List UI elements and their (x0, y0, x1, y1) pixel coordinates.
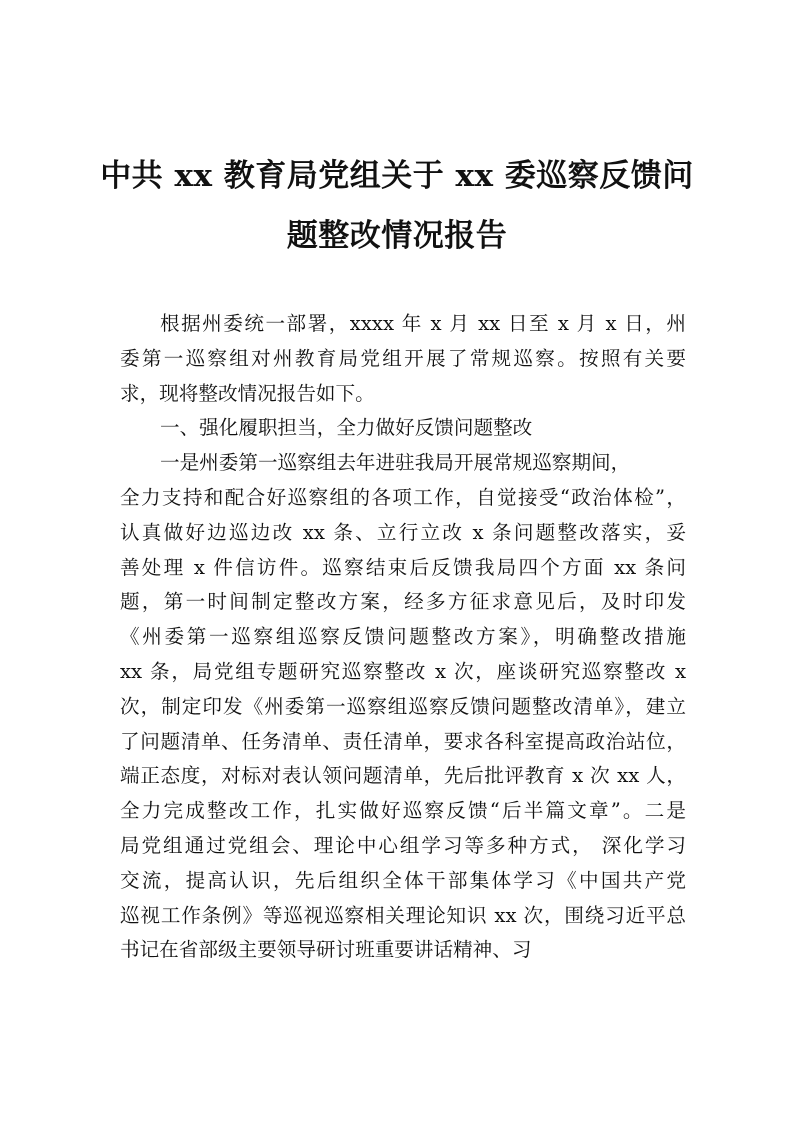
body-line: 了问题清单、任务清单、责任清单，要求各科室提高政治站位， (120, 729, 686, 753)
body-line: 巡视工作条例》等巡视巡察相关理论知识 xx 次，围绕习近平总 (120, 903, 686, 927)
document-title-line-2: 题整改情况报告 (286, 218, 508, 254)
body-line: 端正态度，对标对表认领问题清单，先后批评教育 x 次 xx 人， (120, 764, 686, 788)
body-line: 次，制定印发《州委第一巡察组巡察反馈问题整改清单》，建立 (120, 694, 686, 718)
body-line: 委第一巡察组对州教育局党组开展了常规巡察。按照有关要 (120, 346, 686, 370)
body-line: 题，第一时间制定整改方案，经多方征求意见后，及时印发 (120, 590, 686, 614)
document-title-line-1: 中共 xx 教育局党组关于 xx 委巡察反馈问 (100, 158, 694, 194)
body-line: 一、强化履职担当，全力做好反馈问题整改 (160, 416, 533, 440)
body-line: 全力完成整改工作，扎实做好巡察反馈“后半篇文章”。二是 (120, 799, 686, 823)
body-line: 全力支持和配合好巡察组的各项工作，自觉接受“政治体检”， (120, 485, 686, 509)
body-line: 根据州委统一部署，xxxx 年 x 月 xx 日至 x 月 x 日，州 (160, 312, 686, 335)
body-line: 善处理 x 件信访件。巡察结束后反馈我局四个方面 xx 条问 (120, 555, 686, 579)
body-line: 《州委第一巡察组巡察反馈问题整改方案》，明确整改措施 (120, 625, 686, 649)
body-line: 一是州委第一巡察组去年进驻我局开展常规巡察期间， (160, 451, 631, 475)
body-line: 认真做好边巡边改 xx 条、立行立改 x 条问题整改落实，妥 (120, 520, 686, 544)
body-line: 求，现将整改情况报告如下。 (120, 381, 375, 405)
body-line: 交流，提高认识，先后组织全体干部集体学习《中国共产党 (120, 868, 686, 892)
document-body (120, 307, 686, 968)
body-line: xx 条，局党组专题研究巡察整改 x 次，座谈研究巡察整改 x (120, 659, 686, 683)
body-line: 局党组通过党组会、理论中心组学习等多种方式， 深化学习 (120, 833, 686, 857)
body-line: 书记在省部级主要领导研讨班重要讲话精神、习 (120, 938, 532, 962)
